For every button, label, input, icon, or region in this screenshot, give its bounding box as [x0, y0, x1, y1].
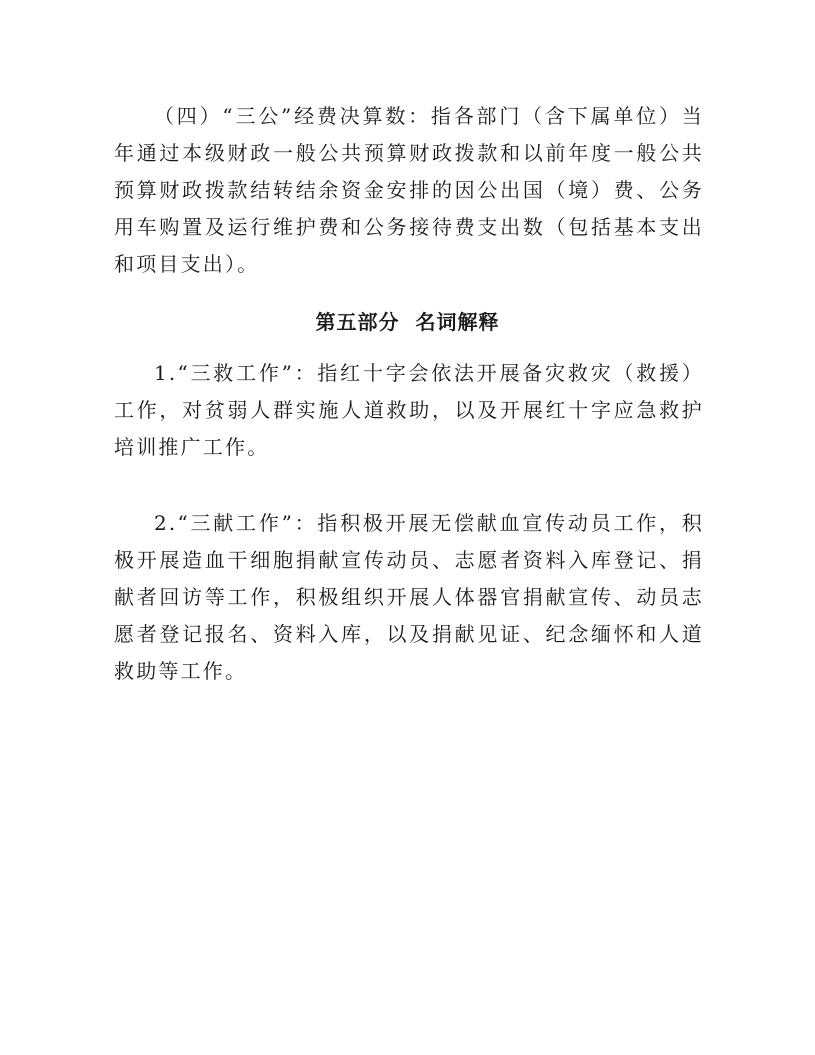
term-item-sanxian: 2.“三献工作”：指积极开展无偿献血宣传动员工作，积极开展造血干细胞捐献宣传动员、志愿者资料入库登记、捐献者回访等工作，积极组织开展人体器官捐献宣传、动员志愿者登记报名、资料入库，以及捐献见证、纪念缅怀和人道救助等工作。	[114, 511, 704, 683]
section-heading: 第五部分 名词解释	[315, 310, 500, 334]
paragraph-sangong-definition: （四）“三公”经费决算数：指各部门（含下属单位）当年通过本级财政一般公共预算财政拨款和以前年度一般公共预算财政拨款结转结余资金安排的因公出国（境）费、公务用车购置及运行维护费和公务接待费支出数（包括基本支出和项目支出）。	[114, 104, 704, 276]
term-item-sanjiu: 1.“三救工作”：指红十字会依法开展备灾救灾（救援）工作，对贫弱人群实施人道救助，以及开展红十字应急救护培训推广工作。	[114, 361, 704, 459]
